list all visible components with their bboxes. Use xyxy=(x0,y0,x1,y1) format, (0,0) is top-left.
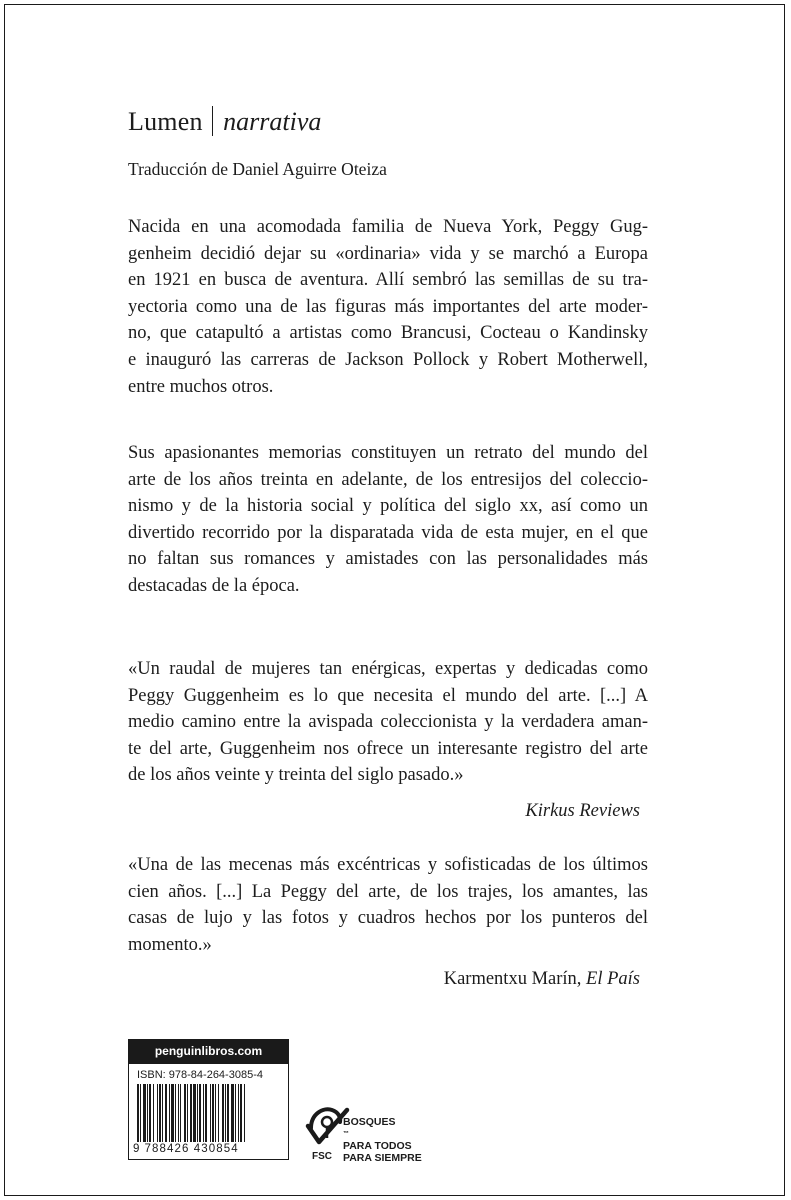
text-line: genheim decidió dejar su «ordinaria» vida y se marchó a Europa xyxy=(128,243,648,264)
imprint-divider xyxy=(212,106,214,136)
text-line: Peggy Guggenheim es lo que necesita el mundo del arte. [...] A xyxy=(128,685,648,706)
review-2-attribution: Karmentxu Marín, El País xyxy=(443,969,640,989)
text-line: divertido recorrido por la disparatada vida de esta mujer, en el que xyxy=(128,522,648,543)
text-line: no faltan sus romances y amistades con las personalidades más xyxy=(128,549,648,570)
collection-name: narrativa xyxy=(223,107,322,136)
isbn-barcode-box xyxy=(128,1063,289,1160)
text-line: yectoria como una de las figuras más importantes del arte moder- xyxy=(128,296,648,317)
cover-frame xyxy=(4,4,785,1196)
fsc-slogan-line: PARA SIEMPRE xyxy=(343,1152,422,1164)
publisher-name: Lumen xyxy=(128,107,203,136)
review-quote-1 xyxy=(128,656,648,789)
text-line: casas de lujo y las fotos y cuadros hechos por los punteros del xyxy=(128,908,648,929)
translator-credit: Traducción de Daniel Aguirre Oteiza xyxy=(128,159,387,179)
barcode-digits: 9 788426 430854 xyxy=(133,1143,239,1155)
text-line: destacadas de la época. xyxy=(128,575,300,596)
fsc-slogan xyxy=(343,1116,422,1164)
synopsis-paragraph-1 xyxy=(128,214,648,400)
website-label: penguinlibros.com xyxy=(128,1039,289,1063)
text-line: Nacida en una acomodada familia de Nueva York, Peggy Gug- xyxy=(128,217,648,237)
text-line: no, que catapultó a artistas como Brancusi, Cocteau o Kandinsky xyxy=(128,323,648,344)
review-1-source: Kirkus Reviews xyxy=(525,801,640,821)
text-line: «Una de las mecenas más excéntricas y sofisticadas de los últimos xyxy=(128,855,648,875)
review-quote-2 xyxy=(128,852,648,958)
fsc-slogan-line: PARA TODOS xyxy=(343,1140,412,1152)
review-2-source: El País xyxy=(586,969,640,989)
text-line: arte de los años treinta en adelante, de los entresijos del coleccio- xyxy=(128,469,648,490)
text-line: Sus apasionantes memorias constituyen un retrato del mundo del xyxy=(128,443,648,463)
text-line: en 1921 en busca de aventura. Allí sembró las semillas de su tra- xyxy=(128,270,648,291)
text-line: de los años veinte y treinta del siglo pasado.» xyxy=(128,765,464,786)
text-line: e inauguró las carreras de Jackson Pollock y Robert Motherwell, xyxy=(128,349,648,370)
synopsis-paragraph-2 xyxy=(128,440,648,600)
text-line: cien años. [...] La Peggy del arte, de los trajes, los amantes, las xyxy=(128,881,648,902)
barcode-icon xyxy=(135,1084,283,1142)
text-line: «Un raudal de mujeres tan enérgicas, expertas y dedicadas como xyxy=(128,659,648,679)
imprint xyxy=(128,104,321,140)
text-line: momento.» xyxy=(128,934,212,955)
isbn-number: ISBN: 978-84-264-3085-4 xyxy=(137,1069,263,1081)
text-line: nismo y de la historia social y política del siglo xx, así como un xyxy=(128,496,648,517)
fsc-label: FSC xyxy=(312,1151,332,1162)
review-1-attribution xyxy=(525,798,640,824)
text-line: entre muchos otros. xyxy=(128,376,274,397)
fsc-slogan-line: BOSQUES xyxy=(343,1116,396,1128)
text-line: te del arte, Guggenheim nos ofrece un interesante registro del arte xyxy=(128,738,648,759)
text-line: medio camino entre la avispada coleccionista y la verdadera aman- xyxy=(128,712,648,733)
review-2-author: Karmentxu Marín xyxy=(443,969,577,989)
trademark-symbol: ™ xyxy=(343,1131,349,1137)
